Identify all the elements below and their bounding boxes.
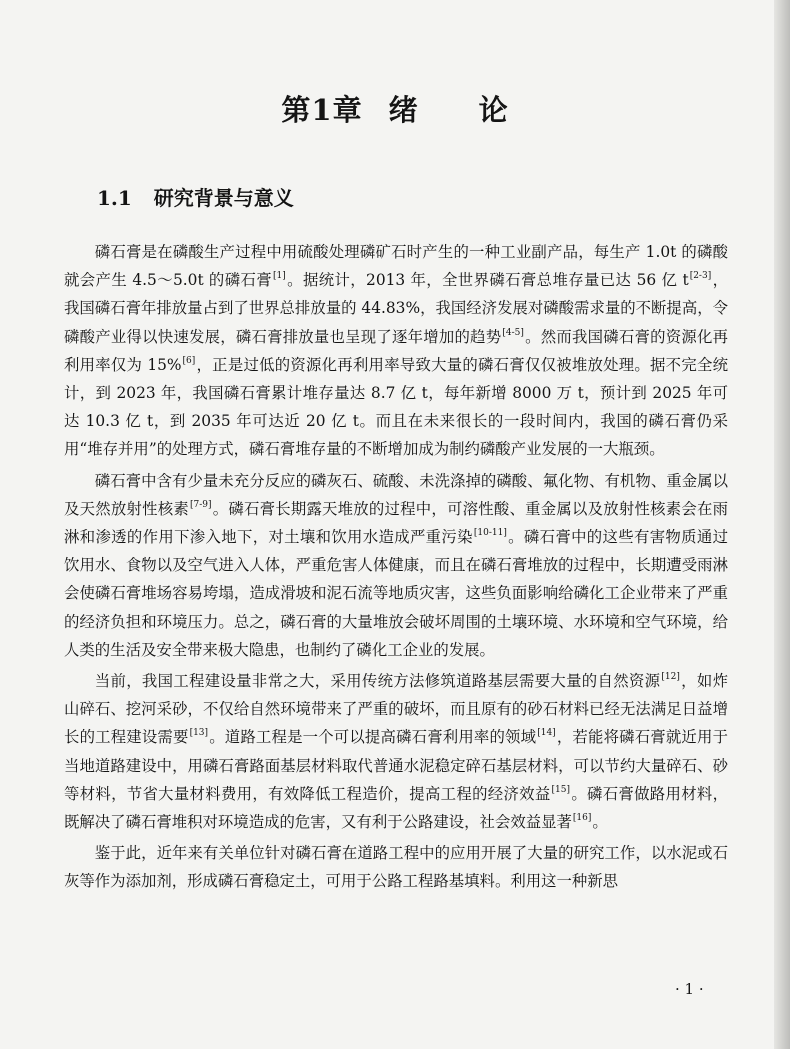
- paragraph: [64, 238, 728, 464]
- page-number: · 1 ·: [675, 980, 704, 998]
- text-run: 当前，我国工程建设量非常之大，采用传统方法修筑道路基层需要大量的自然资源: [94, 672, 661, 691]
- chapter-title-char-2: 论: [478, 93, 509, 127]
- text-run: ，若能将磷石膏就近用于当地道路建设中，用磷石膏路面基层材料取代普通水泥稳定碎石基层材料，可以节约大量碎石、砂等材料，节省大量材料费用，有效降低工程造价，提高工程的经济效益: [64, 728, 728, 803]
- text-run: 。磷石膏做路用材料，既解决了磷石膏堆积对环境造成的危害，又有利于公路建设，社会效益显著: [64, 784, 728, 832]
- section-heading: [97, 182, 294, 211]
- chapter-title: [0, 88, 790, 129]
- text-run: 。道路工程是一个可以提高磷石膏利用率的领域: [209, 728, 537, 747]
- text-run: ，如炸山碎石、挖河采砂，不仅给自然环境带来了严重的破坏，而且原有的砂石材料已经无法满足日益增长的工程建设需要: [64, 672, 728, 747]
- text-run: ，正是过低的资源化再利用率导致大量的磷石膏仅仅被堆放处理。据不完全统计，到 2023 年，我国磷石膏累计堆存量达 8.7 亿 t，每年新增 8000 万 t，预计到 2025 年可达 10.3 亿 t，到 2035 年可达近 20 亿 t。而且在未来很长的一段时间内，我国的磷石膏仍采用“堆存并用”的处理方式，磷石膏堆存量的不断增加成为制约磷酸产业发展的一大瓶颈。: [64, 355, 728, 459]
- text-run: 。然而我国磷石膏的资源化再利用率仅为 15%: [64, 327, 728, 374]
- citation-ref: [16]: [572, 813, 592, 824]
- page-edge-shadow: [774, 0, 790, 1049]
- body-text: [64, 238, 728, 899]
- section-number: 1.1: [97, 186, 132, 210]
- citation-ref: [14]: [537, 728, 556, 739]
- citation-ref: [15]: [551, 784, 571, 795]
- text-run: 。据统计，2013 年，全世界磷石膏总堆存量已达 56 亿 t: [286, 271, 689, 290]
- chapter-title-char-1: 绪: [388, 93, 419, 127]
- text-run: 。磷石膏长期露天堆放的过程中，可溶性酸、重金属以及放射性核素会在雨淋和渗透的作用下渗入地下，对土壤和饮用水造成严重污染: [64, 499, 728, 547]
- citation-ref: [7-9]: [189, 499, 212, 510]
- text-run: 。: [592, 813, 608, 832]
- text-run: 磷石膏是在磷酸生产过程中用硫酸处理磷矿石时产生的一种工业副产品，每生产 1.0t 的磷酸就会产生 4.5～5.0t 的磷石膏: [64, 243, 728, 290]
- paragraph: [64, 839, 728, 895]
- citation-ref: [10-11]: [473, 528, 507, 539]
- text-run: ，我国磷石膏年排放量占到了世界总排放量的 44.83%，我国经济发展对磷酸需求量的不断提高，令磷酸产业得以快速发展，磷石膏排放量也呈现了逐年增加的趋势: [64, 271, 728, 346]
- citation-ref: [13]: [189, 728, 209, 739]
- paragraph: [64, 667, 728, 836]
- citation-ref: [12]: [661, 672, 680, 683]
- citation-ref: [4-5]: [502, 327, 524, 338]
- chapter-label: 第1章: [281, 93, 363, 127]
- text-run: 。磷石膏中的这些有害物质通过饮用水、食物以及空气进入人体，严重危害人体健康，而且在磷石膏堆放的过程中，长期遭受雨淋会使磷石膏堆场容易垮塌，造成滑坡和泥石流等地质灾害，这些负面影响给磷化工企业带来了严重的经济负担和环境压力。总之，磷石膏的大量堆放会破坏周围的土壤环境、水环境和空气环境，给人类的生活及安全带来极大隐患，也制约了磷化工企业的发展。: [64, 528, 728, 659]
- citation-ref: [2-3]: [689, 271, 712, 282]
- citation-ref: [6]: [182, 355, 196, 366]
- text-run: 鉴于此，近年来有关单位针对磷石膏在道路工程中的应用开展了大量的研究工作，以水泥或石灰等作为添加剂，形成磷石膏稳定土，可用于公路工程路基填料。利用这一种新思: [64, 844, 728, 891]
- paragraph: [64, 467, 728, 664]
- citation-ref: [1]: [273, 271, 286, 282]
- section-title: 研究背景与意义: [153, 186, 294, 210]
- text-run: 磷石膏中含有少量未充分反应的磷灰石、硫酸、未洗涤掉的磷酸、氟化物、有机物、重金属以及天然放射性核素: [64, 471, 728, 518]
